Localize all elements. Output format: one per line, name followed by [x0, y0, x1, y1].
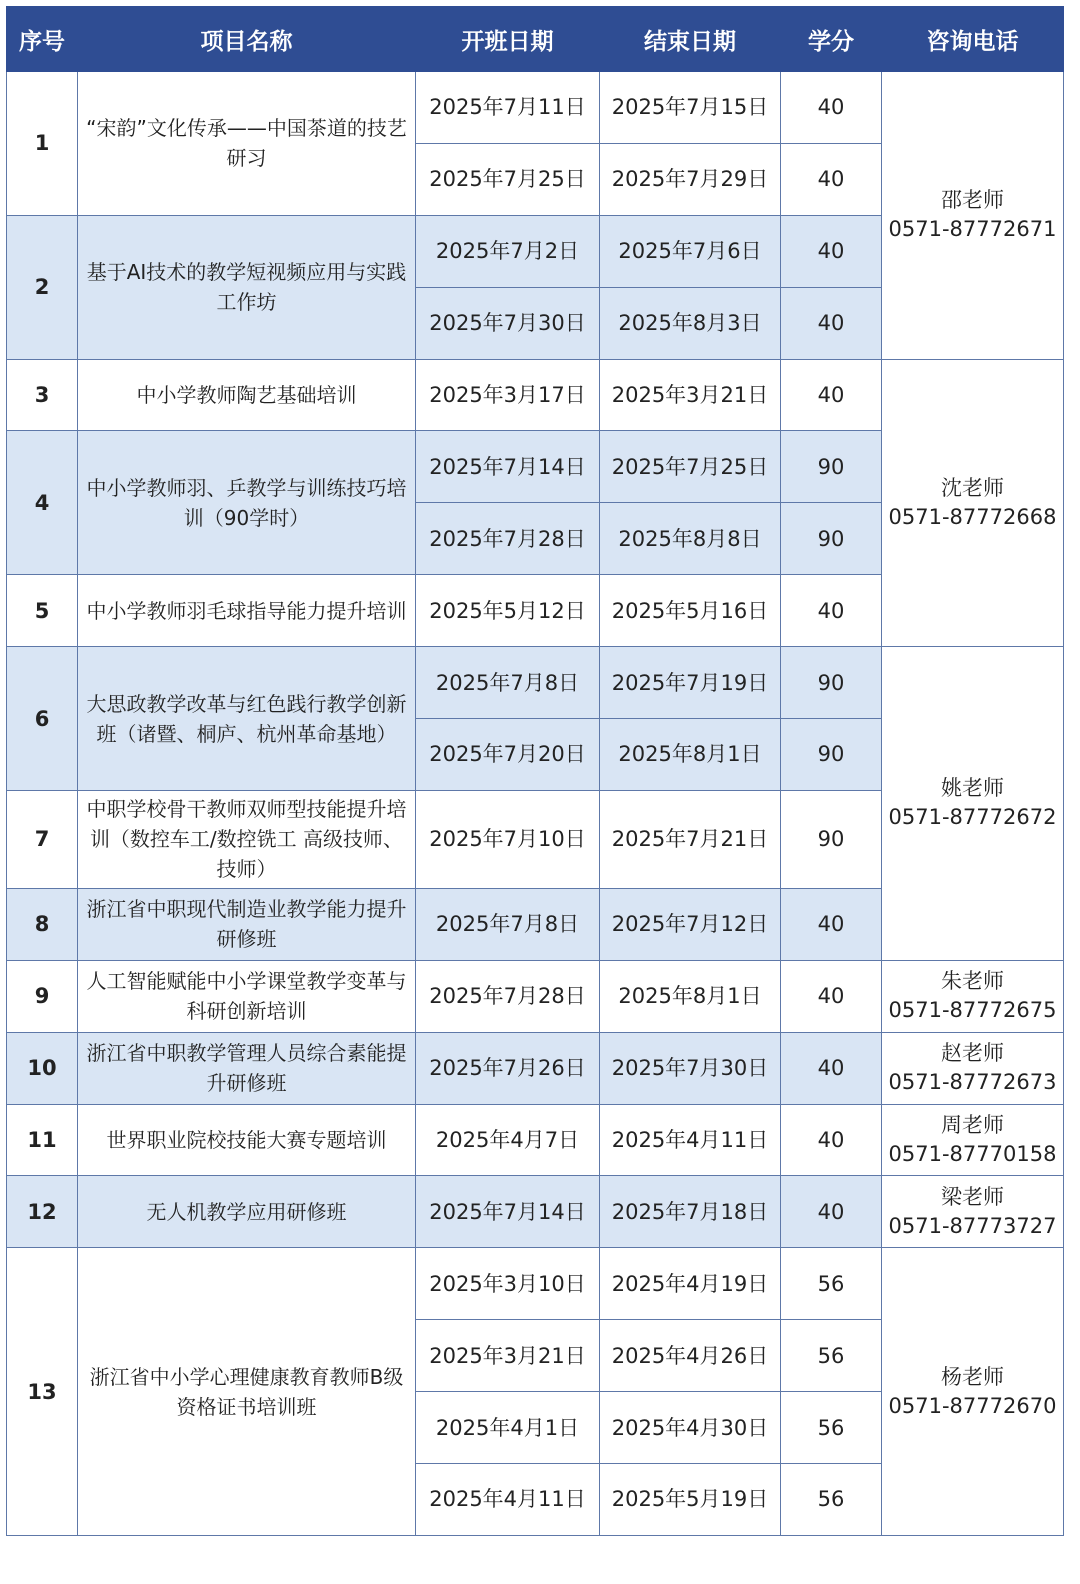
start-date: 2025年7月8日: [416, 647, 600, 719]
end-date: 2025年7月18日: [600, 1176, 781, 1248]
header-contact: 咨询电话: [882, 7, 1064, 72]
credit: 90: [781, 431, 882, 503]
contact-phone: 0571-87772672: [888, 805, 1057, 830]
header-credit: 学分: [781, 7, 882, 72]
credit: 90: [781, 647, 882, 719]
table-row: [7, 1032, 1064, 1104]
credit: 40: [781, 215, 882, 287]
contact-phone: 0571-87770158: [888, 1142, 1057, 1167]
project-no: 2: [7, 215, 78, 359]
contact-phone: 0571-87772670: [888, 1393, 1057, 1418]
start-date: 2025年3月17日: [416, 359, 600, 431]
project-name: 世界职业院校技能大赛专题培训: [78, 1104, 416, 1176]
project-no: 11: [7, 1104, 78, 1176]
project-no: 5: [7, 575, 78, 647]
project-no: 7: [7, 790, 78, 888]
contact-phone: 0571-87772675: [888, 998, 1057, 1023]
end-date: 2025年4月11日: [600, 1104, 781, 1176]
contact-cell: [882, 359, 1064, 647]
credit: 40: [781, 143, 882, 215]
header-no: 序号: [7, 7, 78, 72]
end-date: 2025年7月30日: [600, 1032, 781, 1104]
end-date: 2025年7月6日: [600, 215, 781, 287]
contact-name: 朱老师: [941, 969, 1004, 994]
project-no: 1: [7, 72, 78, 216]
project-name: 中小学教师陶艺基础培训: [78, 359, 416, 431]
contact-name: 姚老师: [941, 776, 1004, 801]
project-no: 4: [7, 431, 78, 575]
project-no: 13: [7, 1248, 78, 1536]
credit: 56: [781, 1248, 882, 1320]
start-date: 2025年5月12日: [416, 575, 600, 647]
contact-name: 邵老师: [941, 188, 1004, 213]
end-date: 2025年8月8日: [600, 503, 781, 575]
project-name: 无人机教学应用研修班: [78, 1176, 416, 1248]
start-date: 2025年7月20日: [416, 719, 600, 791]
credit: 40: [781, 1176, 882, 1248]
contact-name: 沈老师: [941, 475, 1004, 500]
project-name: 浙江省中职现代制造业教学能力提升研修班: [78, 888, 416, 960]
end-date: 2025年5月19日: [600, 1464, 781, 1536]
contact-cell: [882, 1104, 1064, 1176]
start-date: 2025年7月14日: [416, 431, 600, 503]
contact-name: 杨老师: [941, 1364, 1004, 1389]
end-date: 2025年8月1日: [600, 719, 781, 791]
credit: 40: [781, 575, 882, 647]
contact-name: 赵老师: [941, 1041, 1004, 1066]
credit: 90: [781, 790, 882, 888]
credit: 90: [781, 503, 882, 575]
end-date: 2025年7月19日: [600, 647, 781, 719]
header-row: [7, 7, 1064, 72]
start-date: 2025年7月2日: [416, 215, 600, 287]
project-name: “宋韵”文化传承——中国茶道的技艺研习: [78, 72, 416, 216]
table-row: [7, 960, 1064, 1032]
contact-cell: [882, 1248, 1064, 1536]
contact-cell: [882, 647, 1064, 961]
credit: 40: [781, 888, 882, 960]
start-date: 2025年3月10日: [416, 1248, 600, 1320]
credit: 56: [781, 1392, 882, 1464]
header-start: 开班日期: [416, 7, 600, 72]
project-no: 12: [7, 1176, 78, 1248]
contact-cell: [882, 960, 1064, 1032]
end-date: 2025年5月16日: [600, 575, 781, 647]
table-row: [7, 1104, 1064, 1176]
contact-phone: 0571-87773727: [888, 1213, 1057, 1238]
credit: 56: [781, 1320, 882, 1392]
end-date: 2025年4月26日: [600, 1320, 781, 1392]
project-name: 中小学教师羽、乒教学与训练技巧培训（90学时）: [78, 431, 416, 575]
start-date: 2025年4月1日: [416, 1392, 600, 1464]
schedule-table: [6, 6, 1064, 1536]
end-date: 2025年4月30日: [600, 1392, 781, 1464]
project-name: 人工智能赋能中小学课堂教学变革与科研创新培训: [78, 960, 416, 1032]
start-date: 2025年7月11日: [416, 72, 600, 144]
project-no: 6: [7, 647, 78, 791]
start-date: 2025年7月8日: [416, 888, 600, 960]
end-date: 2025年7月21日: [600, 790, 781, 888]
project-name: 浙江省中小学心理健康教育教师B级资格证书培训班: [78, 1248, 416, 1536]
credit: 40: [781, 1032, 882, 1104]
table-row: [7, 359, 1064, 431]
project-name: 大思政教学改革与红色践行教学创新班（诸暨、桐庐、杭州革命基地）: [78, 647, 416, 791]
training-schedule: [6, 6, 1064, 1536]
start-date: 2025年4月7日: [416, 1104, 600, 1176]
contact-cell: [882, 1176, 1064, 1248]
project-no: 10: [7, 1032, 78, 1104]
end-date: 2025年3月21日: [600, 359, 781, 431]
start-date: 2025年7月25日: [416, 143, 600, 215]
table-row: [7, 647, 1064, 719]
end-date: 2025年7月12日: [600, 888, 781, 960]
project-no: 3: [7, 359, 78, 431]
start-date: 2025年7月26日: [416, 1032, 600, 1104]
contact-cell: [882, 72, 1064, 360]
start-date: 2025年3月21日: [416, 1320, 600, 1392]
credit: 90: [781, 719, 882, 791]
header-name: 项目名称: [78, 7, 416, 72]
credit: 40: [781, 359, 882, 431]
end-date: 2025年8月1日: [600, 960, 781, 1032]
project-name: 中职学校骨干教师双师型技能提升培训（数控车工/数控铣工 高级技师、技师）: [78, 790, 416, 888]
credit: 40: [781, 287, 882, 359]
start-date: 2025年7月28日: [416, 960, 600, 1032]
contact-phone: 0571-87772671: [888, 217, 1057, 242]
contact-phone: 0571-87772673: [888, 1070, 1057, 1095]
project-no: 9: [7, 960, 78, 1032]
end-date: 2025年7月29日: [600, 143, 781, 215]
contact-name: 梁老师: [941, 1184, 1004, 1209]
credit: 40: [781, 72, 882, 144]
credit: 40: [781, 960, 882, 1032]
credit: 40: [781, 1104, 882, 1176]
end-date: 2025年4月19日: [600, 1248, 781, 1320]
project-name: 浙江省中职教学管理人员综合素能提升研修班: [78, 1032, 416, 1104]
start-date: 2025年7月28日: [416, 503, 600, 575]
credit: 56: [781, 1464, 882, 1536]
contact-phone: 0571-87772668: [888, 504, 1057, 529]
start-date: 2025年4月11日: [416, 1464, 600, 1536]
table-row: [7, 1248, 1064, 1320]
table-row: [7, 72, 1064, 144]
project-name: 基于AI技术的教学短视频应用与实践工作坊: [78, 215, 416, 359]
end-date: 2025年7月25日: [600, 431, 781, 503]
project-no: 8: [7, 888, 78, 960]
table-row: [7, 1176, 1064, 1248]
start-date: 2025年7月10日: [416, 790, 600, 888]
end-date: 2025年8月3日: [600, 287, 781, 359]
start-date: 2025年7月14日: [416, 1176, 600, 1248]
contact-name: 周老师: [941, 1113, 1004, 1138]
project-name: 中小学教师羽毛球指导能力提升培训: [78, 575, 416, 647]
start-date: 2025年7月30日: [416, 287, 600, 359]
end-date: 2025年7月15日: [600, 72, 781, 144]
header-end: 结束日期: [600, 7, 781, 72]
contact-cell: [882, 1032, 1064, 1104]
